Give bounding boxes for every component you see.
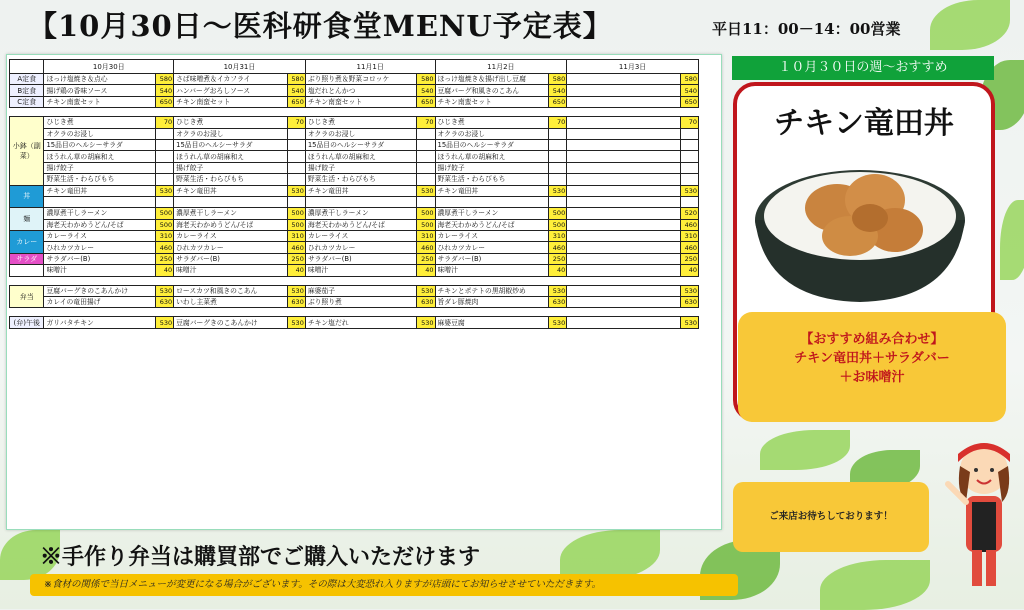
dish-cell: 海老天わかめうどん/そば [305, 219, 416, 230]
date-header: 10月30日 [44, 60, 174, 74]
menu-row [10, 108, 699, 117]
separator-row [10, 108, 699, 117]
dish-cell [567, 242, 680, 253]
price-cell: 70 [287, 117, 305, 128]
menu-sheet [6, 54, 722, 530]
menu-row [10, 219, 699, 230]
dish-cell [567, 174, 680, 185]
dish-cell: 揚げ餃子 [44, 162, 155, 173]
price-cell [155, 162, 173, 173]
price-cell: 70 [155, 117, 173, 128]
dish-cell: ひじき煮 [44, 117, 155, 128]
dish-cell [567, 74, 680, 85]
menu-row [10, 185, 699, 196]
dish-cell: 濃厚煮干しラーメン [44, 208, 155, 219]
price-cell [287, 162, 305, 173]
recommend-combo [738, 312, 1006, 422]
price-cell: 540 [548, 85, 566, 96]
menu-row [10, 265, 699, 276]
price-cell [680, 162, 698, 173]
dish-cell: 海老天わかめうどん/そば [174, 219, 287, 230]
dish-cell: チキン南蛮セット [305, 96, 416, 107]
category-cell: カレー [10, 231, 44, 254]
category-cell: 弁当 [10, 285, 44, 308]
menu-row [10, 96, 699, 107]
price-cell: 500 [417, 219, 435, 230]
recommend-header: １０月３０日の週～おすすめ [732, 56, 994, 80]
price-cell: 250 [417, 253, 435, 264]
dish-cell: いわし主菜煮 [174, 297, 287, 308]
dish-cell: ほっけ塩焼き＆点心 [44, 74, 155, 85]
price-cell [680, 128, 698, 139]
corner-cell [10, 60, 44, 74]
menu-row [10, 308, 699, 317]
dish-cell: ほうれん草の胡麻和え [435, 151, 548, 162]
menu-row [10, 85, 699, 96]
price-cell [548, 174, 566, 185]
dish-cell: チキン竜田丼 [174, 185, 287, 196]
dish-cell: 野菜生活・わらびもち [44, 174, 155, 185]
separator-row [10, 276, 699, 285]
category-cell: B定食 [10, 85, 44, 96]
price-cell [548, 196, 566, 207]
price-cell [548, 139, 566, 150]
dish-cell: 麻婆茄子 [305, 285, 416, 296]
dish-cell: 海老天わかめうどん/そば [44, 219, 155, 230]
price-cell: 630 [287, 297, 305, 308]
price-cell: 520 [680, 208, 698, 219]
dish-cell [567, 139, 680, 150]
menu-row [10, 242, 699, 253]
dish-cell: カレーライス [44, 231, 155, 242]
dish-cell: 濃厚煮干しラーメン [305, 208, 416, 219]
price-cell: 630 [417, 297, 435, 308]
price-cell: 650 [417, 96, 435, 107]
dish-cell [567, 96, 680, 107]
dish-cell: カレーライス [305, 231, 416, 242]
price-cell: 630 [548, 297, 566, 308]
dish-cell: ひれカツカレー [44, 242, 155, 253]
price-cell [417, 151, 435, 162]
dish-cell: サラダバー(B) [44, 253, 155, 264]
menu-row [10, 276, 699, 285]
price-cell: 40 [548, 265, 566, 276]
menu-row [10, 74, 699, 85]
dish-cell: カレイの竜田揚げ [44, 297, 155, 308]
price-cell: 310 [680, 231, 698, 242]
dish-cell: チキンとポテトの黒胡椒炒め [435, 285, 548, 296]
staff-illustration [944, 432, 1024, 592]
dish-cell: カレーライス [174, 231, 287, 242]
price-cell: 500 [155, 219, 173, 230]
price-cell: 530 [155, 285, 173, 296]
price-cell [287, 128, 305, 139]
price-cell: 530 [417, 317, 435, 328]
price-cell: 250 [680, 253, 698, 264]
price-cell: 460 [287, 242, 305, 253]
price-cell: 530 [287, 185, 305, 196]
recommend-dish: チキン竜田丼 [774, 106, 954, 141]
price-cell: 530 [155, 185, 173, 196]
menu-row [10, 117, 699, 128]
price-cell: 500 [417, 208, 435, 219]
menu-row [10, 297, 699, 308]
price-cell: 460 [417, 242, 435, 253]
price-cell: 460 [680, 242, 698, 253]
menu-row [10, 151, 699, 162]
price-cell: 530 [548, 317, 566, 328]
dish-cell [567, 117, 680, 128]
menu-row [10, 162, 699, 173]
dish-cell [567, 162, 680, 173]
menu-row [10, 231, 699, 242]
menu-row [10, 174, 699, 185]
category-cell: (弁)午後 [10, 317, 44, 328]
dish-cell: 海老天わかめうどん/そば [435, 219, 548, 230]
price-cell: 310 [155, 231, 173, 242]
price-cell [287, 151, 305, 162]
price-cell: 630 [680, 297, 698, 308]
price-cell [548, 128, 566, 139]
dish-cell: 味噌汁 [174, 265, 287, 276]
dish-cell: ロースカツ和風きのこあん [174, 285, 287, 296]
price-cell: 40 [417, 265, 435, 276]
dish-cell: サラダバー(B) [305, 253, 416, 264]
dish-cell [435, 196, 548, 207]
dish-cell [567, 297, 680, 308]
category-cell: 麺 [10, 208, 44, 231]
dish-cell: さば味噌煮＆イカフライ [174, 74, 287, 85]
dish-cell: 濃厚煮干しラーメン [435, 208, 548, 219]
dish-cell [567, 208, 680, 219]
menu-row [10, 139, 699, 150]
dish-photo [745, 150, 975, 308]
dish-cell: オクラのお浸し [174, 128, 287, 139]
dish-cell: チキン南蛮セット [435, 96, 548, 107]
price-cell: 500 [548, 208, 566, 219]
dish-cell: 揚げ餃子 [174, 162, 287, 173]
dish-cell: ぶり照り煮 [305, 297, 416, 308]
dish-cell [44, 196, 155, 207]
dish-cell [567, 128, 680, 139]
price-cell: 650 [155, 96, 173, 107]
dish-cell [567, 219, 680, 230]
price-cell [287, 196, 305, 207]
dish-cell: ひじき煮 [305, 117, 416, 128]
menu-row [10, 196, 699, 207]
dish-cell: ひじき煮 [435, 117, 548, 128]
price-cell: 530 [287, 317, 305, 328]
price-cell: 70 [680, 117, 698, 128]
dish-cell: ひれカツカレー [435, 242, 548, 253]
dish-cell: オクラのお浸し [305, 128, 416, 139]
price-cell [155, 151, 173, 162]
price-cell [680, 151, 698, 162]
menu-row [10, 128, 699, 139]
menu-header [10, 60, 699, 74]
price-cell: 500 [155, 208, 173, 219]
dish-cell: 味噌汁 [44, 265, 155, 276]
price-cell [287, 139, 305, 150]
price-cell [417, 128, 435, 139]
dish-cell: 味噌汁 [305, 265, 416, 276]
price-cell: 460 [548, 242, 566, 253]
price-cell: 530 [417, 185, 435, 196]
price-cell: 70 [417, 117, 435, 128]
dish-cell: チキン南蛮セット [174, 96, 287, 107]
price-cell: 540 [417, 85, 435, 96]
dish-cell: 揚げ鶏の香味ソース [44, 85, 155, 96]
dish-cell: 野菜生活・わらびもち [305, 174, 416, 185]
dish-cell: ひれカツカレー [174, 242, 287, 253]
combo-line-1: チキン竜田丼＋サラダバー [794, 351, 950, 366]
business-hours: 平日11：00－14：00営業 [712, 20, 901, 38]
category-cell: サラダ [10, 253, 44, 264]
dish-cell: 濃厚煮干しラーメン [174, 208, 287, 219]
price-cell: 40 [287, 265, 305, 276]
price-cell: 540 [287, 85, 305, 96]
dish-cell: サラダバー(B) [435, 253, 548, 264]
menu-row [10, 285, 699, 296]
price-cell: 310 [548, 231, 566, 242]
dish-cell: ガリバタチキン [44, 317, 155, 328]
dish-cell: ほっけ塩焼き＆揚げ出し豆腐 [435, 74, 548, 85]
price-cell [155, 196, 173, 207]
dish-cell: 15品目のヘルシーサラダ [174, 139, 287, 150]
dish-cell: ほうれん草の胡麻和え [305, 151, 416, 162]
dish-cell: 15品目のヘルシーサラダ [435, 139, 548, 150]
menu-change-notice: ※食材の関係で当日メニューが変更になる場合がございます。その際は大変恐れ入りますが店頭にてお知らせさせていただきます。 [30, 574, 738, 596]
price-cell: 460 [155, 242, 173, 253]
price-cell: 250 [287, 253, 305, 264]
dish-cell: ぶり照り煮＆野菜コロッケ [305, 74, 416, 85]
dish-cell: ほうれん草の胡麻和え [44, 151, 155, 162]
date-header: 11月3日 [567, 60, 699, 74]
price-cell [680, 196, 698, 207]
dish-cell: オクラのお浸し [44, 128, 155, 139]
bento-notice: ※手作り弁当は購買部でご購入いただけます [40, 544, 481, 570]
price-cell [417, 162, 435, 173]
price-cell: 580 [287, 74, 305, 85]
dish-cell [567, 185, 680, 196]
dish-cell [567, 265, 680, 276]
price-cell: 580 [417, 74, 435, 85]
price-cell: 530 [287, 285, 305, 296]
price-cell: 500 [287, 208, 305, 219]
date-header: 11月2日 [435, 60, 567, 74]
price-cell: 540 [155, 85, 173, 96]
price-cell: 70 [548, 117, 566, 128]
dish-cell: ほうれん草の胡麻和え [174, 151, 287, 162]
dish-cell: チキン南蛮セット [44, 96, 155, 107]
dish-cell: ひれカツカレー [305, 242, 416, 253]
dish-cell: チキン竜田丼 [44, 185, 155, 196]
date-header: 11月1日 [305, 60, 435, 74]
dish-cell: 揚げ餃子 [435, 162, 548, 173]
menu-row [10, 208, 699, 219]
price-cell [680, 139, 698, 150]
price-cell [548, 151, 566, 162]
dish-cell: 豆腐バーグ和風きのこあん [435, 85, 548, 96]
dish-cell: 豆腐バーグきのこあんかけ [174, 317, 287, 328]
dish-cell: ハンバーグおろしソース [174, 85, 287, 96]
menu-body [10, 74, 699, 329]
dish-cell: 旨ダレ豚焼肉 [435, 297, 548, 308]
price-cell [548, 162, 566, 173]
dish-cell: 味噌汁 [435, 265, 548, 276]
price-cell: 250 [155, 253, 173, 264]
price-cell: 530 [680, 185, 698, 196]
dish-cell: 揚げ餃子 [305, 162, 416, 173]
dish-cell: チキン塩だれ [305, 317, 416, 328]
category-cell [10, 265, 44, 276]
price-cell [155, 139, 173, 150]
price-cell: 530 [680, 317, 698, 328]
price-cell [680, 174, 698, 185]
price-cell: 500 [548, 219, 566, 230]
price-cell [287, 174, 305, 185]
dish-cell [567, 253, 680, 264]
dish-cell: 豆腐バーグきのこあんかけ [44, 285, 155, 296]
category-cell: C定食 [10, 96, 44, 107]
dish-cell [305, 196, 416, 207]
menu-row [10, 317, 699, 328]
price-cell: 310 [417, 231, 435, 242]
category-cell: 丼 [10, 185, 44, 208]
dish-cell: ひじき煮 [174, 117, 287, 128]
price-cell: 530 [155, 317, 173, 328]
category-cell: 小鉢（副菜） [10, 117, 44, 185]
price-cell: 580 [680, 74, 698, 85]
dish-cell: 15品目のヘルシーサラダ [44, 139, 155, 150]
date-header: 10月31日 [174, 60, 306, 74]
price-cell: 530 [548, 285, 566, 296]
price-cell: 530 [417, 285, 435, 296]
menu-table [9, 59, 699, 329]
price-cell: 40 [155, 265, 173, 276]
dish-cell: カレーライス [435, 231, 548, 242]
dish-cell [567, 285, 680, 296]
price-cell [417, 139, 435, 150]
dish-cell: 麻婆豆腐 [435, 317, 548, 328]
price-cell: 650 [287, 96, 305, 107]
price-cell [155, 128, 173, 139]
dish-cell: チキン竜田丼 [305, 185, 416, 196]
price-cell: 250 [548, 253, 566, 264]
price-cell: 580 [155, 74, 173, 85]
dish-cell [567, 196, 680, 207]
welcome-message: ご来店お待ちしております！ [733, 482, 929, 552]
price-cell: 530 [680, 285, 698, 296]
price-cell [417, 174, 435, 185]
dish-cell [567, 317, 680, 328]
combo-line-2: ＋お味噌汁 [839, 370, 905, 385]
menu-row [10, 253, 699, 264]
price-cell: 460 [680, 219, 698, 230]
dish-cell [567, 231, 680, 242]
price-cell: 630 [155, 297, 173, 308]
dish-cell: オクラのお浸し [435, 128, 548, 139]
price-cell: 500 [287, 219, 305, 230]
price-cell: 310 [287, 231, 305, 242]
dish-cell: 野菜生活・わらびもち [435, 174, 548, 185]
dish-cell [567, 85, 680, 96]
price-cell: 530 [548, 185, 566, 196]
price-cell: 40 [680, 265, 698, 276]
price-cell [417, 196, 435, 207]
page-title: 【10月30日～医科研食堂MENU予定表】 [28, 9, 613, 43]
dish-cell: チキン竜田丼 [435, 185, 548, 196]
combo-title: 【おすすめ組み合わせ】 [800, 332, 944, 347]
dish-cell: 塩だれとんかつ [305, 85, 416, 96]
dish-cell [174, 196, 287, 207]
dish-cell [567, 151, 680, 162]
price-cell: 650 [680, 96, 698, 107]
category-cell: A定食 [10, 74, 44, 85]
separator-row [10, 308, 699, 317]
dish-cell: サラダバー(B) [174, 253, 287, 264]
price-cell: 540 [680, 85, 698, 96]
price-cell [155, 174, 173, 185]
price-cell: 650 [548, 96, 566, 107]
dish-cell: 野菜生活・わらびもち [174, 174, 287, 185]
price-cell: 580 [548, 74, 566, 85]
dish-cell: 15品目のヘルシーサラダ [305, 139, 416, 150]
